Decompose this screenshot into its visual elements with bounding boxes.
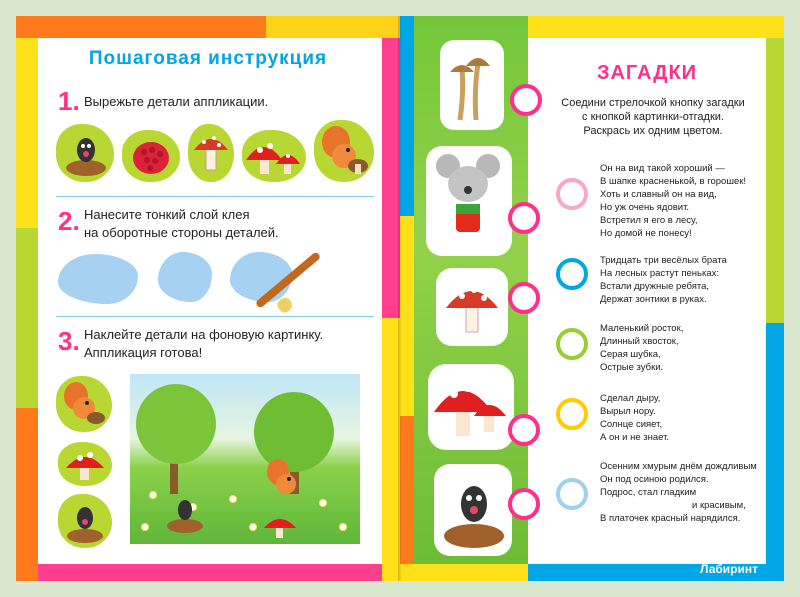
frame-bar — [400, 564, 528, 581]
frame-bar — [16, 228, 38, 408]
mole-icon — [58, 494, 112, 548]
flower — [250, 524, 256, 530]
riddle-button[interactable] — [556, 478, 588, 510]
amanita-icon — [436, 268, 508, 346]
riddle-line: Встали дружные ребята, — [600, 281, 710, 292]
riddle-line: В шапке красненькой, в горошек! — [600, 176, 747, 187]
riddle-line: В платочек красный нарядился. — [600, 513, 741, 524]
riddle-line: Он на вид такой хороший — — [600, 163, 725, 174]
frame-bar — [528, 16, 784, 38]
riddle — [600, 460, 770, 525]
step-number: 3. — [58, 326, 80, 356]
glue-shape — [230, 252, 292, 302]
red-mushroom-icon — [242, 130, 306, 182]
riddle-line: На лесных растут пеньках: — [600, 268, 720, 279]
step-text-line: Аппликация готова! — [84, 345, 203, 360]
riddle — [600, 322, 770, 374]
amanita-icon — [188, 124, 234, 182]
riddle-line: Встретил я его в лесу, — [600, 215, 698, 226]
riddle-line: Тридцать три весёлых брата — [600, 255, 727, 266]
red-mushroom-icon — [428, 364, 514, 450]
riddle-button[interactable] — [556, 178, 588, 210]
riddle-line: Осенним хмурым днём дождливым — [600, 461, 757, 472]
page-title: Пошаговая инструкция — [88, 48, 328, 69]
frame-bar — [38, 564, 382, 581]
step-number: 2. — [58, 206, 80, 236]
book-spread — [16, 16, 784, 581]
glue-shape — [58, 254, 138, 304]
answer-button[interactable] — [508, 488, 540, 520]
squirrel-icon — [314, 120, 374, 182]
mole-icon — [160, 486, 210, 536]
left-page — [16, 16, 400, 581]
frame-bar — [400, 16, 414, 581]
mouse-icon — [426, 146, 512, 256]
riddle-line: Сделал дыру, — [600, 393, 661, 404]
red-mushroom-icon — [58, 442, 112, 486]
step-text-line: Наклейте детали на фоновую картинку. — [84, 327, 324, 342]
page-title: ЗАГАДКИ — [596, 62, 698, 84]
divider — [56, 196, 374, 197]
riddle-line: и красивым, — [692, 500, 746, 511]
flower — [320, 500, 326, 506]
squirrel-icon — [56, 376, 112, 432]
riddle-line: Солнце сияет, — [600, 419, 663, 430]
step-text — [84, 206, 279, 242]
riddle-line: Острые зубки. — [600, 362, 664, 373]
riddle-line: Вырыл нору. — [600, 406, 656, 417]
step-text-line: на оборотные стороны деталей. — [84, 225, 279, 240]
flower — [150, 492, 156, 498]
honey-mushrooms-icon — [440, 40, 504, 130]
flower — [340, 524, 346, 530]
book-spine — [398, 16, 402, 581]
step-text — [84, 326, 323, 362]
riddle-line: Но домой не понесу! — [600, 228, 692, 239]
right-page — [400, 16, 784, 581]
riddle-line: Хоть и славный он на вид, — [600, 189, 717, 200]
instructions — [540, 96, 766, 138]
tree — [136, 384, 216, 464]
riddle-line: Он под осиною родился. — [600, 474, 709, 485]
riddle-line: Серая шубка, — [600, 349, 661, 360]
riddle — [600, 254, 770, 306]
frame-bar — [16, 16, 266, 38]
answer-button[interactable] — [510, 84, 542, 116]
instructions-line: с кнопкой картинки-отгадки. — [582, 111, 724, 123]
frame-bar — [16, 408, 38, 581]
riddle-line: Маленький росток, — [600, 323, 684, 334]
background-picture — [130, 374, 360, 544]
riddle-line: А он и не знает. — [600, 432, 670, 443]
answer-button[interactable] — [508, 202, 540, 234]
riddle — [600, 392, 770, 444]
flower — [230, 496, 236, 502]
riddle-button[interactable] — [556, 258, 588, 290]
publisher-logo: Лабиринт — [700, 562, 759, 576]
instructions-line: Соедини стрелочкой кнопку загадки — [561, 97, 745, 109]
step-text: Вырежьте детали аппликации. — [84, 94, 269, 109]
instructions-line: Раскрась их одним цветом. — [583, 125, 723, 137]
glue-shape — [158, 252, 212, 302]
riddle-button[interactable] — [556, 328, 588, 360]
mole-icon — [56, 124, 114, 182]
squirrel-icon — [260, 454, 310, 504]
answer-button[interactable] — [508, 282, 540, 314]
red-mushroom-icon — [260, 508, 300, 542]
mole-icon — [434, 464, 512, 556]
step-number: 1. — [58, 86, 80, 116]
riddle-line: Но уж очень ядовит. — [600, 202, 690, 213]
riddle — [600, 162, 770, 240]
riddle-line: Держат зонтики в руках. — [600, 294, 707, 305]
divider — [56, 316, 374, 317]
riddle-line: Длинный хвосток, — [600, 336, 679, 347]
riddle-line: Подрос, стал гладким — [600, 487, 697, 498]
riddle-button[interactable] — [556, 398, 588, 430]
step-text-line: Нанесите тонкий слой клея — [84, 207, 250, 222]
raspberry-icon — [122, 130, 180, 182]
flower — [142, 524, 148, 530]
answer-button[interactable] — [508, 414, 540, 446]
frame-bar — [266, 16, 400, 38]
